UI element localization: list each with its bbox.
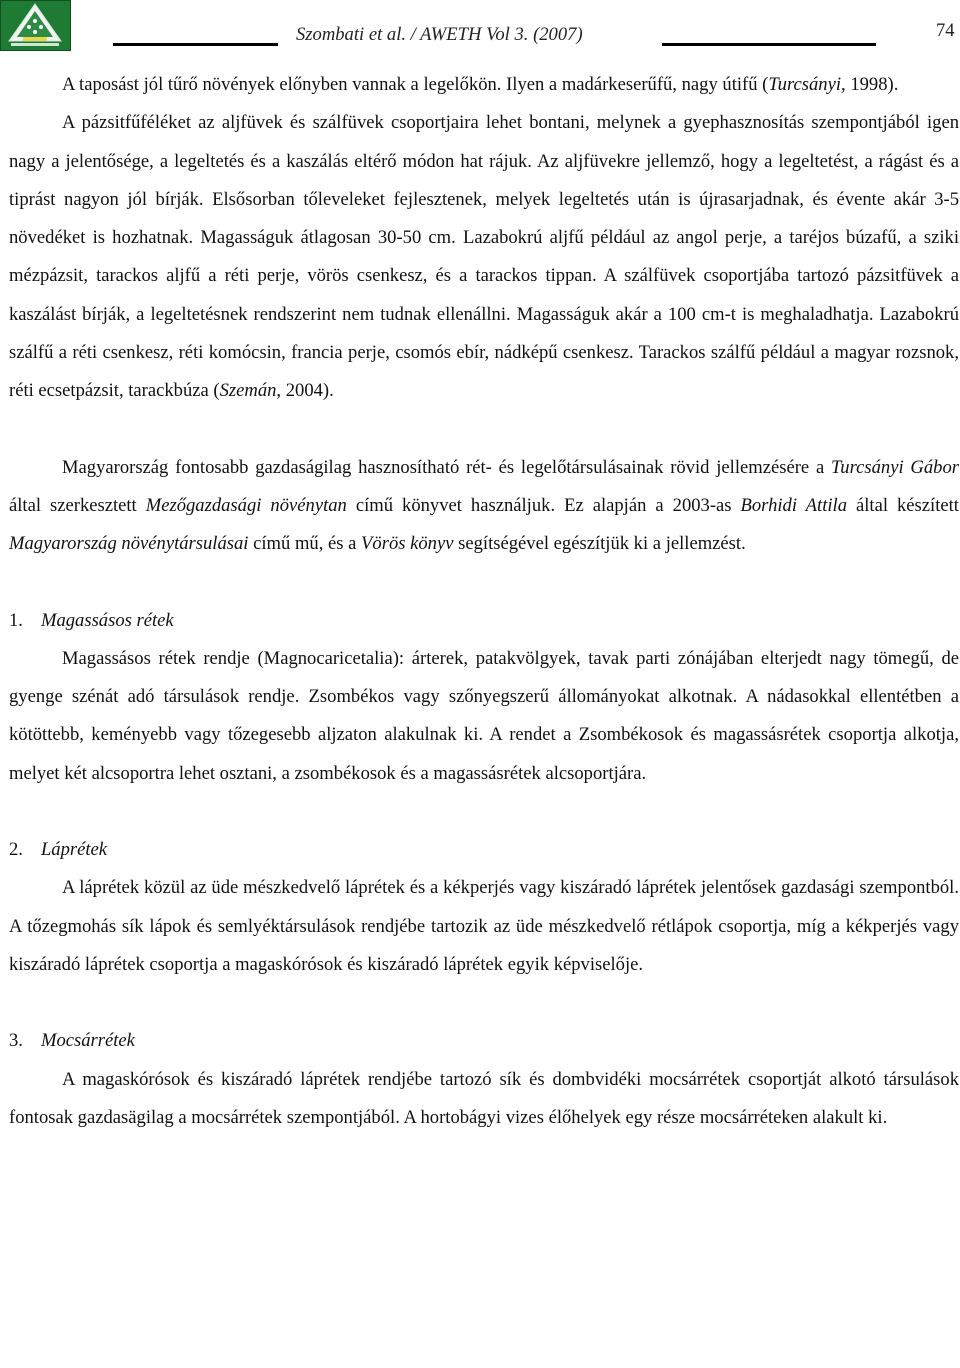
section-heading-1: 1. Magassásos rétek: [9, 609, 174, 631]
section-heading-3: 3. Mocsárrétek: [9, 1030, 135, 1052]
citation: Turcsányi: [768, 74, 842, 95]
paragraph-grasses: A pázsitfűféléket az aljfüvek és szálfüvek csoportjaira lehet bontani, melynek a gyephasznosítás szempontjából igen nagy a jelentősége, a legeltetés és a kaszálás eltérő módon hat rájuk. Az aljfüvekre jellemző, hogy a legeltetést, a rágást és a tiprást nagyon jól bírják. Elsősorban tőleveleket fejlesztenek, melyek legeltetés után is újrasarjadnak, és évente akár 3-5 növedéket is hozhatnak. Magasságuk átlagosan 30-50 cm. Lazabokrú aljfű például az angol perje, a taréjos búzafű, a sziki mézpázsit, tarackos aljfű a réti perje, vörös csenkesz, és a tarackos tippan. A szálfüvek csoportjába tartozó pázsitfüvek a kaszálást bírják, a legeltetésnek rendszerint nem tudnak ellenállni. Magasságuk akár a 100 cm-t is meghaladhatja. Lazabokrú szálfű a réti csenkesz, réti komócsin, francia perje, csomós ebír, nádképű csenkesz. Tarackos szálfű például a magyar rozsnok, réti ecsetpázsit, tarackbúza (Szemán, 2004).: [9, 112, 959, 402]
section-text-3: A magaskórósok és kiszáradó láprétek rendjébe tartozó sík és dombvidéki mocsárrétek csoportját alkotó társulások fontosak gazdasägilag a mocsárrétek szempontjából. A hortobágyi vizes élőhelyek egy része mocsárréteken alakult ki.: [9, 1068, 959, 1128]
header-rule-left: [113, 43, 278, 46]
header-rule-right: [662, 43, 876, 46]
article-body: [9, 66, 959, 1137]
section-heading-2: 2. Láprétek: [9, 839, 108, 861]
page-number: 74: [936, 20, 955, 41]
paragraph-sources: Magyarország fontosabb gazdaságilag hasznosítható rét- és legelőtársulásainak rövid jellemzésére a Turcsányi Gábor által szerkesztett Mezőgazdasági növénytan című könyvet használjuk. Ez alapján a 2003-as Borhidi Attila által készített Magyarország növénytársulásai című mű, és a Vörös könyv segítségével egészítjük ki a jellemzést.: [9, 456, 959, 555]
section-text-2: A láprétek közül az üde mészkedvelő láprétek és a kékperjés vagy kiszáradó láprétek jelentősek gazdasági szempontból. A tőzegmohás sík lápok és semlyéktársulások rendjébe tartozik az üde mészkedvelő rétlápok csoportja, míg a kékperjés vagy kiszáradó láprétek csoportja a magaskórósok és kiszáradó láprétek egyik képviselője.: [9, 877, 959, 975]
citation: Szemán: [219, 380, 277, 402]
journal-running-head: Szombati et al. / AWETH Vol 3. (2007): [296, 24, 583, 45]
section-text-1: Magassásos rétek rendje (Magnocaricetalia): árterek, patakvölgyek, tavak parti zónájában elterjedt nagy tömegű, de gyenge szénát adó társulások rendje. Zsombékos vagy szőnyegszerű állományokat alkotnak. A nádasokkal ellentétben a kötöttebb, keményebb vagy tőzegesebb aljzaton alakulnak ki. A rendet a Zsombékosok és magassásrétek csoportja alkotja, melyet két alcsoportra lehet osztani, a zsombékosok és a magassásrétek alcsoportjára.: [9, 647, 959, 784]
journal-logo-icon: [0, 0, 71, 51]
paragraph-trampling: A taposást jól tűrő növények előnyben vannak a legelőkön. Ilyen a madárkeserűfű, nagy útifű (Turcsányi, 1998).: [62, 74, 899, 95]
